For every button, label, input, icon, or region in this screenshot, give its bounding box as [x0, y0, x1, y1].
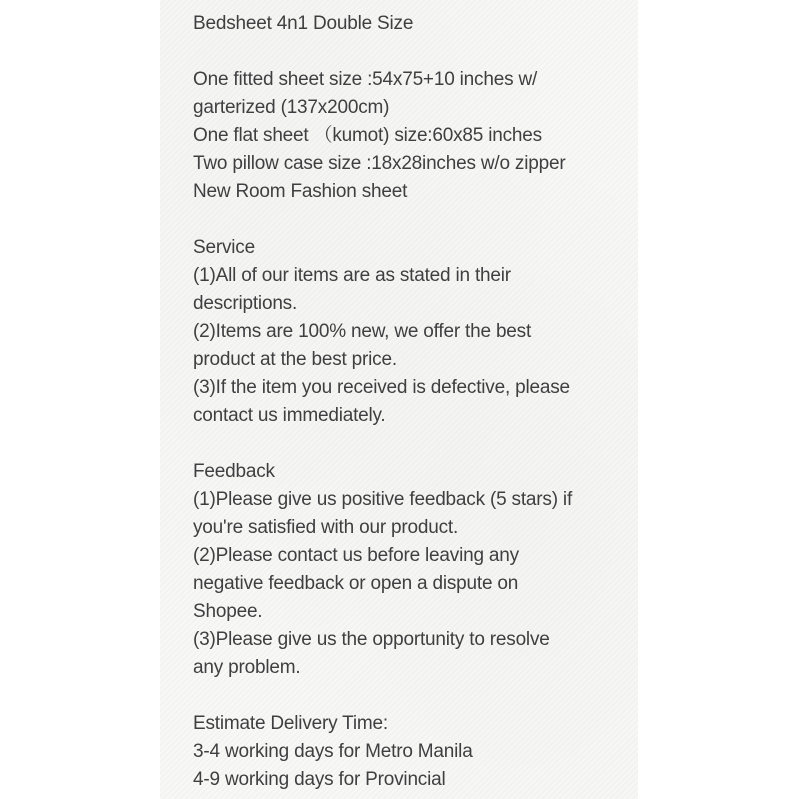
feedback-text-line: (1)Please give us positive feedback (5 stars) if — [193, 489, 573, 510]
blank-line — [193, 430, 632, 458]
feedback-text-line: (3)Please give us the opportunity to resolve — [193, 629, 550, 650]
description-lines — [160, 0, 638, 794]
service-text-line: (2)Items are 100% new, we offer the best — [193, 321, 532, 342]
service-text-line: product at the best price. — [193, 349, 397, 370]
blank-line — [193, 206, 632, 234]
blank-line — [193, 682, 632, 710]
delivery-text-line: Estimate Delivery Time: — [193, 713, 388, 734]
delivery-text-line: 3-4 working days for Metro Manila — [193, 741, 473, 762]
specs-text-line: New Room Fashion sheet — [193, 181, 408, 202]
feedback-text-line: (2)Please contact us before leaving any — [193, 545, 519, 566]
feedback-text-line: Shopee. — [193, 601, 263, 622]
specs-text-line: Two pillow case size :18x28inches w/o zipper — [193, 153, 566, 174]
feedback-text-line: negative feedback or open a dispute on — [193, 573, 519, 594]
feedback-text-line: you're satisfied with our product. — [193, 517, 459, 538]
specs-text-line: One flat sheet （kumot) size:60x85 inches — [193, 125, 542, 146]
feedback-text-line: Feedback — [193, 461, 275, 482]
title-text-line: Bedsheet 4n1 Double Size — [193, 13, 414, 34]
service-text-line: (1)All of our items are as stated in their — [193, 265, 511, 286]
delivery-text-line: 4-9 working days for Provincial — [193, 769, 446, 790]
service-text-line: Service — [193, 237, 255, 258]
specs-text-line: garterized (137x200cm) — [193, 97, 390, 118]
service-text-line: contact us immediately. — [193, 405, 386, 426]
blank-line — [193, 38, 632, 66]
product-description-note — [160, 0, 638, 799]
feedback-text-line: any problem. — [193, 657, 301, 678]
specs-text-line: One fitted sheet size :54x75+10 inches w/ — [193, 69, 538, 90]
service-text-line: descriptions. — [193, 293, 298, 314]
service-text-line: (3)If the item you received is defective, please — [193, 377, 570, 398]
